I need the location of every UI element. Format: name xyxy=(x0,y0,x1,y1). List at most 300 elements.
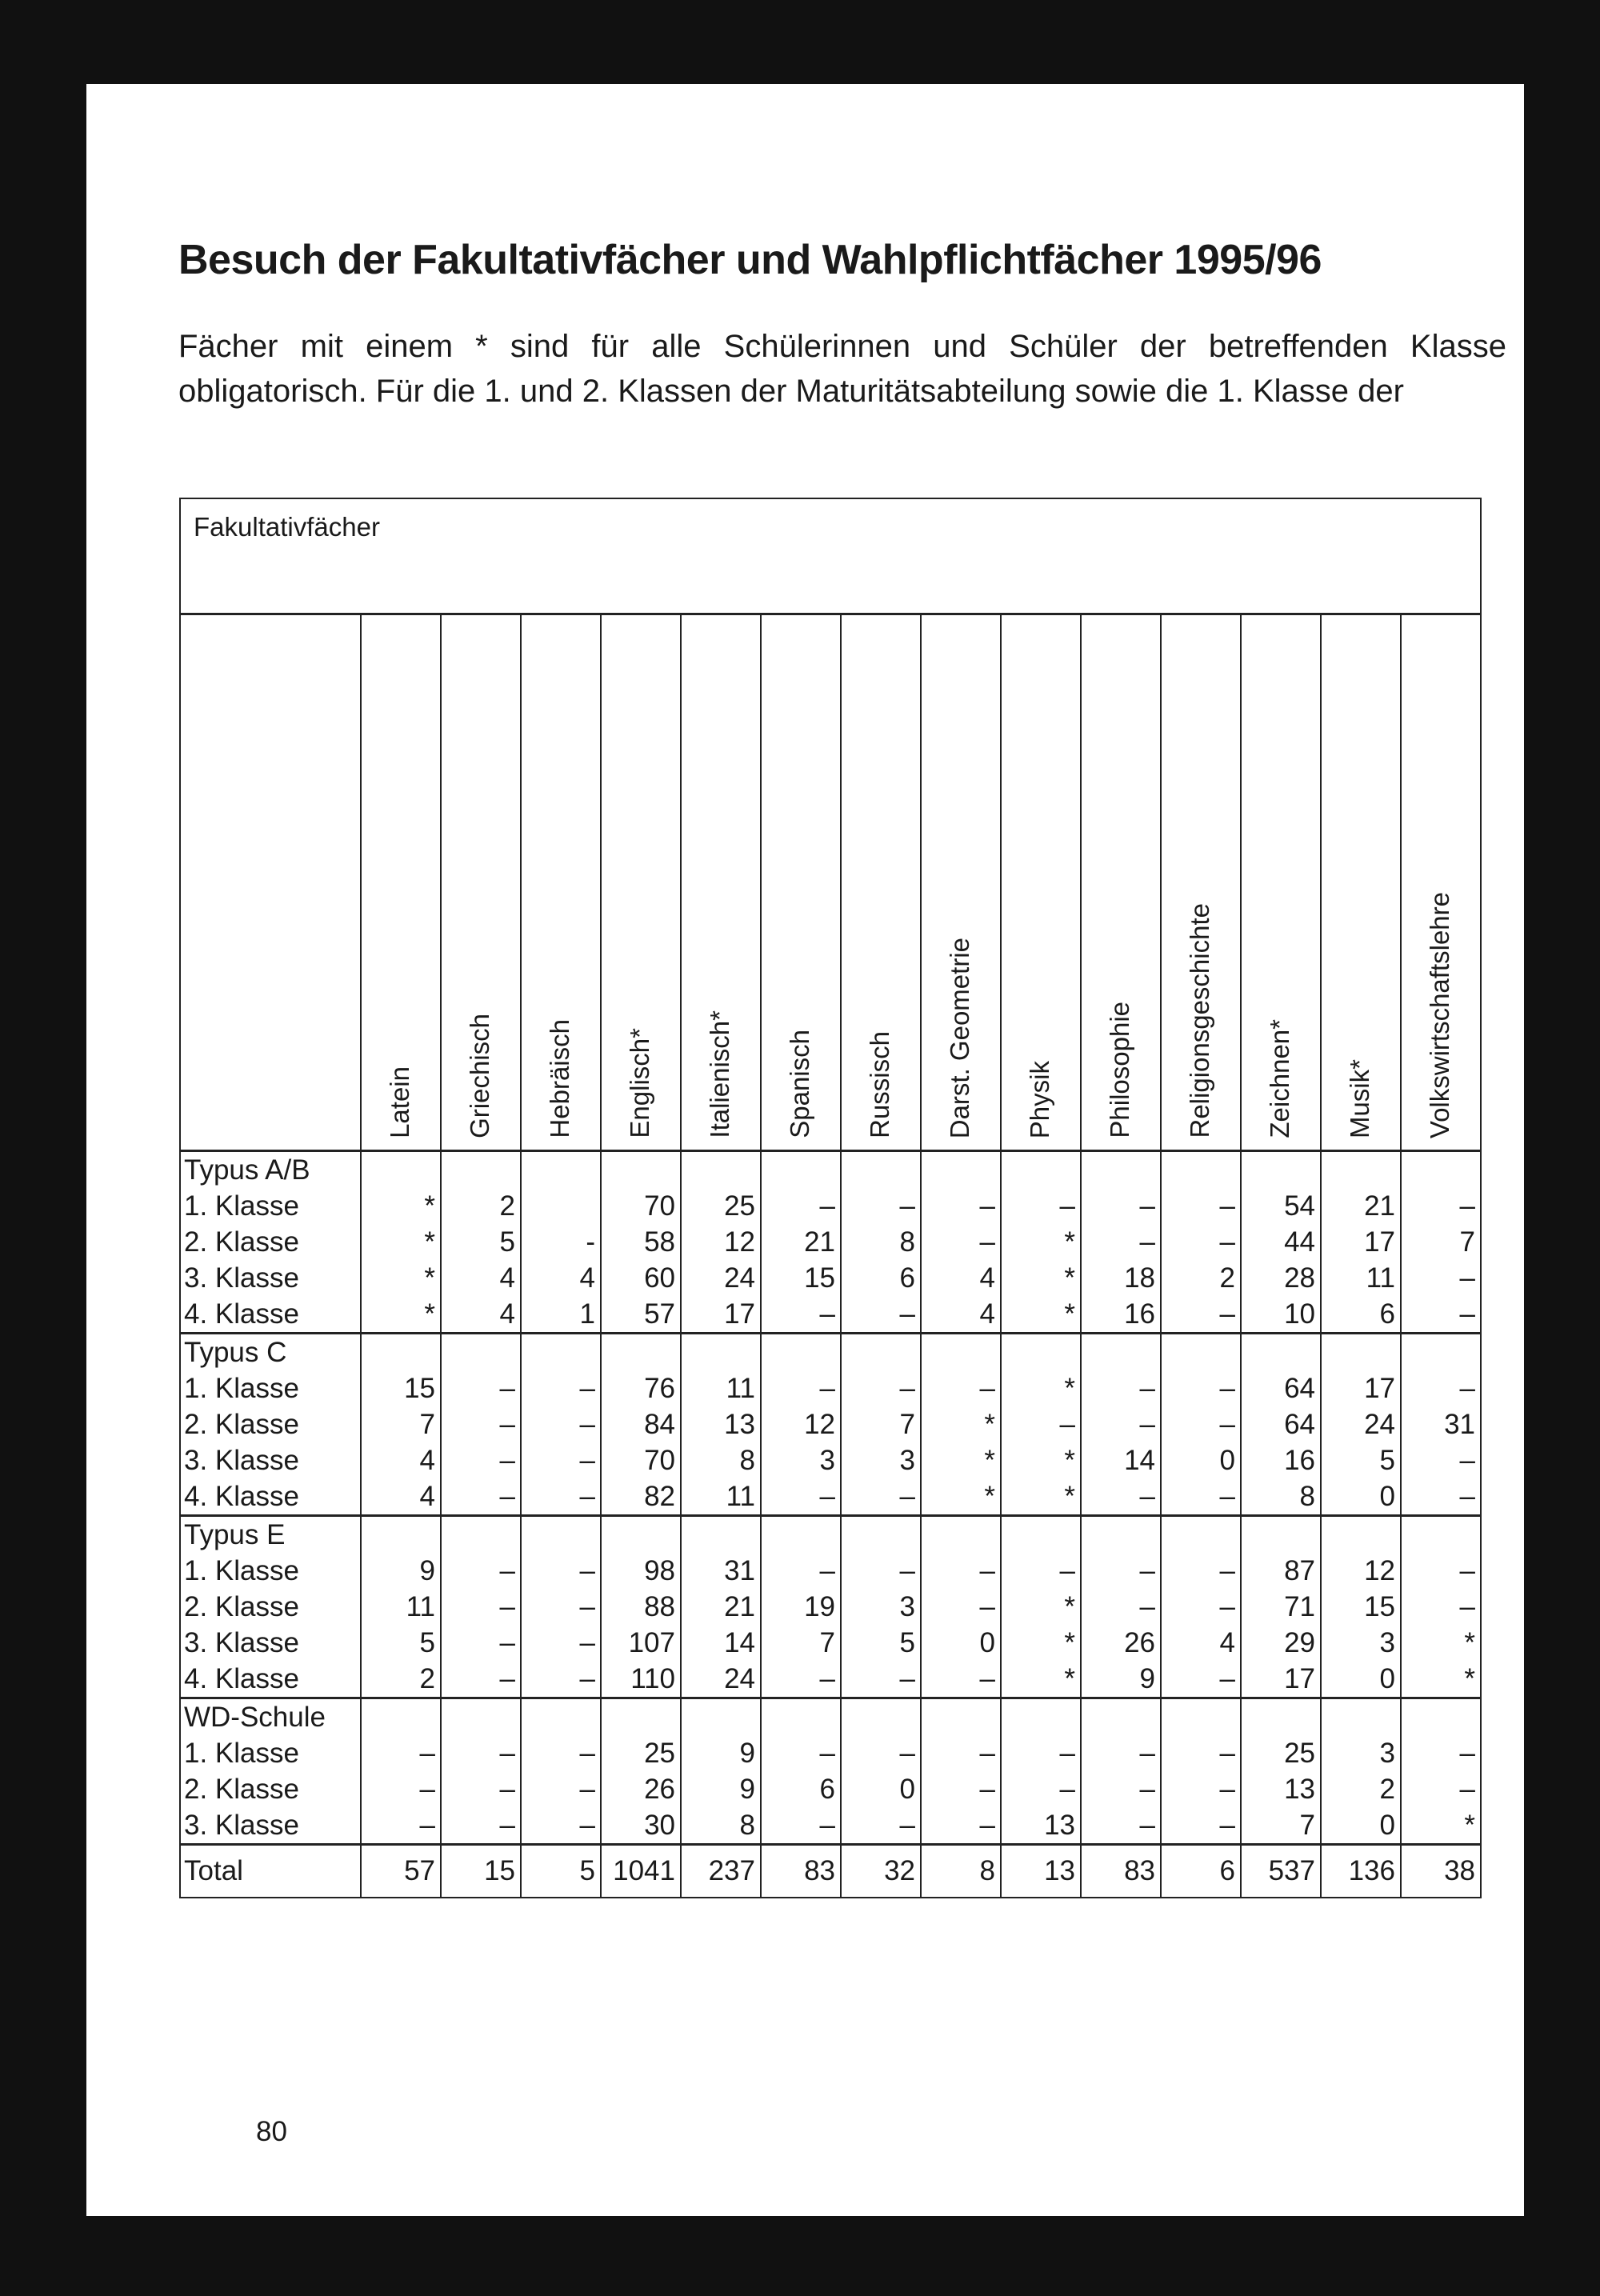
column-header-label: Volkswirtschaftslehre xyxy=(1425,891,1454,1138)
data-cell: – xyxy=(499,1627,515,1658)
data-column-cell xyxy=(1241,1516,1321,1698)
data-cell: – xyxy=(819,1298,835,1330)
data-column-cell xyxy=(1401,1698,1481,1845)
data-cell: 13 xyxy=(724,1409,755,1440)
data-cell: 57 xyxy=(644,1298,675,1330)
data-cell: – xyxy=(579,1409,595,1440)
column-header-label: Darst. Geometrie xyxy=(945,937,974,1138)
data-cell: – xyxy=(1219,1298,1235,1330)
row-label: 4. Klasse xyxy=(184,1481,299,1512)
data-cell: 5 xyxy=(899,1627,915,1658)
row-label: 4. Klasse xyxy=(184,1663,299,1694)
data-cell: – xyxy=(899,1298,915,1330)
data-cell: – xyxy=(1459,1373,1475,1404)
data-cell: 12 xyxy=(804,1409,835,1440)
data-column-cell xyxy=(921,1516,1001,1698)
data-column-cell xyxy=(761,1334,841,1516)
column-header xyxy=(521,614,601,1151)
data-column-cell xyxy=(521,1334,601,1516)
data-cell: 21 xyxy=(1364,1190,1395,1222)
data-cell: – xyxy=(1139,1810,1155,1841)
data-cell: 17 xyxy=(1364,1226,1395,1258)
data-cell: 3 xyxy=(899,1445,915,1476)
data-column-cell xyxy=(361,1698,441,1845)
data-column-cell xyxy=(1081,1698,1161,1845)
data-cell: 7 xyxy=(1459,1226,1475,1258)
data-cell: – xyxy=(899,1810,915,1841)
column-header-label: Italienisch* xyxy=(705,1010,734,1138)
data-cell: – xyxy=(819,1738,835,1769)
data-column-cell xyxy=(841,1516,921,1698)
data-cell: 4 xyxy=(579,1262,595,1294)
data-cell: 8 xyxy=(1299,1481,1315,1512)
data-column-cell xyxy=(1161,1516,1241,1698)
data-cell: 24 xyxy=(1364,1409,1395,1440)
data-cell: * xyxy=(1064,1298,1075,1330)
column-header-label: Latein xyxy=(385,1066,414,1138)
data-cell: * xyxy=(424,1190,435,1222)
data-cell: 0 xyxy=(1379,1810,1395,1841)
data-cell: – xyxy=(1459,1774,1475,1805)
data-cell: – xyxy=(1139,1190,1155,1222)
data-column-cell xyxy=(1321,1516,1401,1698)
document-page xyxy=(86,84,1524,2216)
row-label: 1. Klasse xyxy=(184,1555,299,1586)
data-cell: 9 xyxy=(419,1555,435,1586)
data-cell: 11 xyxy=(726,1481,755,1512)
data-cell: – xyxy=(1219,1738,1235,1769)
column-header-label: Englisch* xyxy=(625,1028,654,1138)
data-cell: – xyxy=(579,1774,595,1805)
data-column-cell xyxy=(681,1334,761,1516)
data-cell: – xyxy=(579,1663,595,1694)
data-column-cell xyxy=(441,1516,521,1698)
total-cell: 57 xyxy=(361,1845,441,1898)
data-cell: – xyxy=(1059,1190,1075,1222)
data-cell: – xyxy=(979,1190,995,1222)
data-cell: – xyxy=(579,1738,595,1769)
total-cell: 237 xyxy=(681,1845,761,1898)
data-cell: - xyxy=(586,1226,595,1258)
data-cell: 1 xyxy=(579,1298,595,1330)
data-cell: 7 xyxy=(899,1409,915,1440)
data-cell: – xyxy=(819,1481,835,1512)
total-cell: 5 xyxy=(521,1845,601,1898)
data-cell: 11 xyxy=(726,1373,755,1404)
data-cell: – xyxy=(499,1810,515,1841)
data-column-cell xyxy=(841,1334,921,1516)
group-name: Typus E xyxy=(184,1519,286,1550)
data-column-cell xyxy=(761,1151,841,1334)
data-cell: 8 xyxy=(739,1810,755,1841)
data-cell: 4 xyxy=(499,1298,515,1330)
data-column-cell xyxy=(1241,1698,1321,1845)
data-cell: 17 xyxy=(724,1298,755,1330)
data-cell: – xyxy=(899,1555,915,1586)
data-cell: * xyxy=(1464,1810,1475,1841)
data-cell: * xyxy=(1064,1591,1075,1622)
data-cell: 19 xyxy=(804,1591,835,1622)
data-cell: 24 xyxy=(724,1663,755,1694)
data-cell: 4 xyxy=(979,1262,995,1294)
data-cell: * xyxy=(1064,1663,1075,1694)
data-column-cell xyxy=(1161,1334,1241,1516)
data-cell: 26 xyxy=(644,1774,675,1805)
data-cell: – xyxy=(899,1738,915,1769)
column-header-label: Russisch xyxy=(865,1031,894,1138)
data-cell: 25 xyxy=(1284,1738,1315,1769)
data-cell: 70 xyxy=(644,1445,675,1476)
data-column-cell xyxy=(441,1698,521,1845)
column-header-label: Physik xyxy=(1025,1060,1054,1138)
data-cell: 9 xyxy=(739,1774,755,1805)
data-cell: * xyxy=(984,1409,995,1440)
data-cell: – xyxy=(819,1555,835,1586)
data-column-cell xyxy=(1001,1698,1081,1845)
data-column-cell xyxy=(441,1334,521,1516)
data-cell: 14 xyxy=(724,1627,755,1658)
data-column-cell xyxy=(1081,1334,1161,1516)
data-column-cell xyxy=(601,1334,681,1516)
data-cell: – xyxy=(499,1373,515,1404)
data-cell: – xyxy=(419,1774,435,1805)
data-column-cell xyxy=(361,1334,441,1516)
data-cell: – xyxy=(1059,1555,1075,1586)
data-cell: – xyxy=(579,1591,595,1622)
header-corner xyxy=(180,614,361,1151)
data-cell xyxy=(525,1188,595,1224)
column-header xyxy=(921,614,1001,1151)
group-block xyxy=(180,1151,1481,1334)
column-header xyxy=(601,614,681,1151)
data-cell: * xyxy=(1064,1481,1075,1512)
data-cell: – xyxy=(1139,1409,1155,1440)
data-column-cell xyxy=(1001,1151,1081,1334)
column-header xyxy=(1321,614,1401,1151)
data-cell: 110 xyxy=(630,1663,675,1694)
data-column-cell xyxy=(361,1151,441,1334)
data-column-cell xyxy=(681,1698,761,1845)
data-cell: 64 xyxy=(1284,1409,1315,1440)
data-column-cell xyxy=(1001,1516,1081,1698)
data-cell: – xyxy=(1059,1774,1075,1805)
data-cell: – xyxy=(499,1774,515,1805)
row-label: 1. Klasse xyxy=(184,1738,299,1769)
data-column-cell xyxy=(601,1516,681,1698)
row-label: 3. Klasse xyxy=(184,1445,299,1476)
data-cell: 82 xyxy=(644,1481,675,1512)
group-labels xyxy=(180,1698,361,1845)
column-header xyxy=(1001,614,1081,1151)
total-row xyxy=(180,1845,1481,1898)
row-label: 2. Klasse xyxy=(184,1226,299,1258)
data-cell: – xyxy=(899,1373,915,1404)
data-cell: * xyxy=(1064,1627,1075,1658)
data-cell: 2 xyxy=(499,1190,515,1222)
data-cell: 0 xyxy=(1379,1663,1395,1694)
row-label: 3. Klasse xyxy=(184,1810,299,1841)
data-cell: 44 xyxy=(1284,1226,1315,1258)
total-cell: 32 xyxy=(841,1845,921,1898)
group-block xyxy=(180,1698,1481,1845)
data-cell: 13 xyxy=(1044,1810,1075,1841)
data-cell: * xyxy=(1064,1445,1075,1476)
data-cell: – xyxy=(1219,1591,1235,1622)
data-cell: – xyxy=(1219,1481,1235,1512)
data-column-cell xyxy=(921,1334,1001,1516)
data-cell: – xyxy=(1459,1591,1475,1622)
data-cell: 15 xyxy=(804,1262,835,1294)
data-column-cell xyxy=(1401,1334,1481,1516)
data-cell: 28 xyxy=(1284,1262,1315,1294)
data-cell: * xyxy=(984,1481,995,1512)
data-cell: 84 xyxy=(644,1409,675,1440)
data-cell: * xyxy=(424,1262,435,1294)
data-cell: 26 xyxy=(1124,1627,1155,1658)
column-header-label: Philosophie xyxy=(1105,1002,1134,1138)
column-header xyxy=(441,614,521,1151)
data-cell: 4 xyxy=(979,1298,995,1330)
column-header-label: Musik* xyxy=(1345,1058,1374,1138)
data-cell: – xyxy=(1459,1481,1475,1512)
row-label: 2. Klasse xyxy=(184,1774,299,1805)
column-header-label: Religionsgeschichte xyxy=(1185,903,1214,1138)
data-cell: – xyxy=(579,1481,595,1512)
data-cell: 31 xyxy=(1444,1409,1475,1440)
data-cell: – xyxy=(1139,1774,1155,1805)
data-column-cell xyxy=(1001,1334,1081,1516)
data-cell: – xyxy=(979,1226,995,1258)
data-cell: 58 xyxy=(644,1226,675,1258)
column-header-label: Zeichnen* xyxy=(1265,1019,1294,1138)
data-cell: – xyxy=(1139,1481,1155,1512)
data-cell: 10 xyxy=(1284,1298,1315,1330)
data-cell: 4 xyxy=(1219,1627,1235,1658)
data-cell: 5 xyxy=(499,1226,515,1258)
data-cell: 11 xyxy=(1366,1262,1395,1294)
row-label: 2. Klasse xyxy=(184,1409,299,1440)
row-label: 3. Klasse xyxy=(184,1262,299,1294)
data-cell: 0 xyxy=(1219,1445,1235,1476)
data-cell: 70 xyxy=(644,1190,675,1222)
data-cell: – xyxy=(579,1810,595,1841)
column-header xyxy=(681,614,761,1151)
intro-paragraph: Fächer mit einem * sind für alle Schülerinnen und Schüler der betreffenden Klasse obligatorisch. Für die 1. und 2. Klassen der Maturitätsabteilung sowie die 1. Klasse der xyxy=(178,329,1506,409)
table-caption: Fakultativfächer xyxy=(180,498,1481,614)
data-cell: 71 xyxy=(1284,1591,1315,1622)
data-column-cell xyxy=(1401,1516,1481,1698)
data-cell: – xyxy=(1459,1555,1475,1586)
data-cell: – xyxy=(819,1663,835,1694)
data-column-cell xyxy=(1161,1698,1241,1845)
total-cell: 8 xyxy=(921,1845,1001,1898)
data-cell: 6 xyxy=(1379,1298,1395,1330)
data-cell: – xyxy=(979,1774,995,1805)
data-cell: * xyxy=(424,1298,435,1330)
data-cell: – xyxy=(1459,1445,1475,1476)
data-column-cell xyxy=(361,1516,441,1698)
data-cell: – xyxy=(579,1373,595,1404)
data-cell: – xyxy=(979,1738,995,1769)
column-header xyxy=(1081,614,1161,1151)
data-cell: – xyxy=(899,1663,915,1694)
data-cell: 2 xyxy=(1379,1774,1395,1805)
data-cell: 98 xyxy=(644,1555,675,1586)
data-cell: – xyxy=(579,1445,595,1476)
data-column-cell xyxy=(1321,1334,1401,1516)
data-column-cell xyxy=(521,1516,601,1698)
data-cell: – xyxy=(899,1190,915,1222)
data-cell: * xyxy=(984,1445,995,1476)
data-cell: 21 xyxy=(804,1226,835,1258)
data-cell: 54 xyxy=(1284,1190,1315,1222)
group-labels xyxy=(180,1516,361,1698)
data-cell: – xyxy=(1219,1774,1235,1805)
data-cell: * xyxy=(1464,1663,1475,1694)
data-cell: – xyxy=(1219,1190,1235,1222)
data-cell: 8 xyxy=(739,1445,755,1476)
data-column-cell xyxy=(921,1698,1001,1845)
data-cell: 11 xyxy=(406,1591,435,1622)
data-cell: 15 xyxy=(404,1373,435,1404)
column-header-row xyxy=(180,614,1481,1151)
data-column-cell xyxy=(521,1151,601,1334)
data-cell: – xyxy=(1219,1409,1235,1440)
data-cell: – xyxy=(499,1663,515,1694)
data-cell: 0 xyxy=(979,1627,995,1658)
total-cell: 15 xyxy=(441,1845,521,1898)
data-cell: – xyxy=(499,1738,515,1769)
data-cell: * xyxy=(1064,1226,1075,1258)
data-cell: – xyxy=(979,1373,995,1404)
data-cell: – xyxy=(499,1591,515,1622)
data-cell: 87 xyxy=(1284,1555,1315,1586)
row-label: 4. Klasse xyxy=(184,1298,299,1330)
data-cell: * xyxy=(424,1226,435,1258)
data-cell: – xyxy=(1219,1810,1235,1841)
data-cell: 4 xyxy=(419,1445,435,1476)
column-header xyxy=(1241,614,1321,1151)
column-header xyxy=(841,614,921,1151)
data-cell: 4 xyxy=(419,1481,435,1512)
data-cell: – xyxy=(1459,1298,1475,1330)
data-cell: – xyxy=(1059,1738,1075,1769)
data-cell: – xyxy=(499,1409,515,1440)
data-cell: – xyxy=(1139,1373,1155,1404)
data-cell: 25 xyxy=(644,1738,675,1769)
data-cell: 24 xyxy=(724,1262,755,1294)
data-cell: 25 xyxy=(724,1190,755,1222)
group-name: WD-Schule xyxy=(184,1702,326,1733)
data-cell: – xyxy=(1139,1738,1155,1769)
data-cell: – xyxy=(499,1481,515,1512)
data-cell: – xyxy=(1459,1262,1475,1294)
data-column-cell xyxy=(761,1698,841,1845)
data-column-cell xyxy=(681,1516,761,1698)
data-cell: 107 xyxy=(628,1627,675,1658)
data-cell: 3 xyxy=(1379,1627,1395,1658)
row-label: 2. Klasse xyxy=(184,1591,299,1622)
data-cell: 9 xyxy=(739,1738,755,1769)
data-cell: 12 xyxy=(724,1226,755,1258)
data-cell: – xyxy=(419,1738,435,1769)
column-header xyxy=(761,614,841,1151)
data-cell: * xyxy=(1064,1262,1075,1294)
data-cell: – xyxy=(979,1591,995,1622)
total-cell: 1041 xyxy=(601,1845,681,1898)
data-cell: – xyxy=(979,1555,995,1586)
data-column-cell xyxy=(841,1151,921,1334)
data-cell: – xyxy=(1459,1190,1475,1222)
data-cell: – xyxy=(1139,1555,1155,1586)
data-column-cell xyxy=(1401,1151,1481,1334)
row-label: 3. Klasse xyxy=(184,1627,299,1658)
group-block xyxy=(180,1334,1481,1516)
data-cell: 88 xyxy=(644,1591,675,1622)
data-cell: 12 xyxy=(1364,1555,1395,1586)
group-labels xyxy=(180,1334,361,1516)
data-cell: 2 xyxy=(1219,1262,1235,1294)
data-column-cell xyxy=(441,1151,521,1334)
data-cell: 14 xyxy=(1124,1445,1155,1476)
data-cell: – xyxy=(1059,1409,1075,1440)
data-column-cell xyxy=(841,1698,921,1845)
data-cell: – xyxy=(1139,1226,1155,1258)
data-column-cell xyxy=(601,1698,681,1845)
page-title: Besuch der Fakultativfächer und Wahlpflichtfächer 1995/96 xyxy=(178,237,1322,283)
column-header xyxy=(1161,614,1241,1151)
data-cell: 7 xyxy=(419,1409,435,1440)
data-cell: – xyxy=(1219,1373,1235,1404)
data-cell: – xyxy=(819,1190,835,1222)
data-cell: 6 xyxy=(819,1774,835,1805)
data-cell: 3 xyxy=(899,1591,915,1622)
row-label: 1. Klasse xyxy=(184,1190,299,1222)
data-column-cell xyxy=(521,1698,601,1845)
data-cell: 7 xyxy=(819,1627,835,1658)
data-column-cell xyxy=(1321,1151,1401,1334)
data-cell: 16 xyxy=(1284,1445,1315,1476)
data-column-cell xyxy=(1081,1151,1161,1334)
total-cell: 83 xyxy=(1081,1845,1161,1898)
column-header xyxy=(1401,614,1481,1151)
data-cell: – xyxy=(899,1481,915,1512)
data-cell: 3 xyxy=(819,1445,835,1476)
data-cell: 64 xyxy=(1284,1373,1315,1404)
data-cell: 4 xyxy=(499,1262,515,1294)
data-cell: 2 xyxy=(419,1663,435,1694)
data-cell: – xyxy=(1219,1555,1235,1586)
data-cell: – xyxy=(819,1810,835,1841)
data-cell: 60 xyxy=(644,1262,675,1294)
total-cell: 83 xyxy=(761,1845,841,1898)
data-column-cell xyxy=(921,1151,1001,1334)
data-cell: 6 xyxy=(899,1262,915,1294)
column-header-label: Griechisch xyxy=(465,1014,494,1138)
total-label: Total xyxy=(180,1845,361,1898)
data-cell: – xyxy=(1139,1591,1155,1622)
total-cell: 136 xyxy=(1321,1845,1401,1898)
data-cell: – xyxy=(579,1555,595,1586)
data-column-cell xyxy=(1241,1151,1321,1334)
data-cell: – xyxy=(499,1555,515,1586)
group-name: Typus A/B xyxy=(184,1154,310,1186)
data-cell: 21 xyxy=(724,1591,755,1622)
data-cell: – xyxy=(819,1373,835,1404)
data-cell: 7 xyxy=(1299,1810,1315,1841)
column-header-label: Spanisch xyxy=(785,1030,814,1138)
data-cell: 5 xyxy=(419,1627,435,1658)
